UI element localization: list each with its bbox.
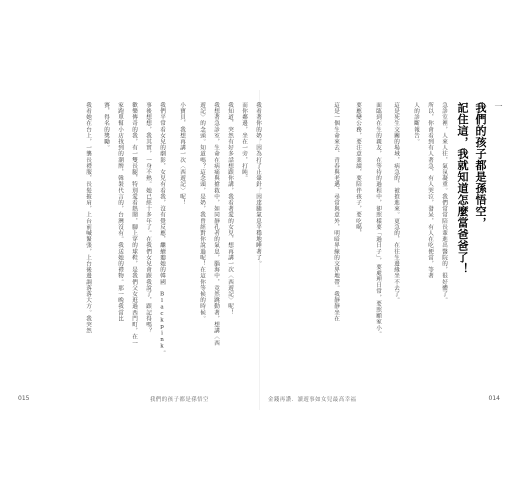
left-body-line-9: 歡樂傳奇的我，有一雙長腿，特別愛看熱鬧，腳上穿的球鞋，是我們父女逛過西門町，在一 (131, 102, 137, 346)
right-body-line-7: 這是一個生命來去、青春與老邁、尋常與意外，明暗界線的交界地帶。我靜靜坐在 (333, 102, 339, 322)
left-page (10, 92, 260, 412)
chapter-number: 一 (494, 102, 503, 111)
right-body-line-5: 面臨到在生的親友，在等待的過程中，卻照樣要「過日子」，要處理日常，要照顧家小。 (375, 102, 381, 338)
left-body-line-4: 我想著急診室，生命在病痛與搶救中，如同靜孔者的氣息，腦海中，竟然跳動著，想講〈西 (213, 102, 219, 346)
right-running-head: 金錢再讚．讀遊事如女兒最高幸福 (268, 397, 357, 403)
left-body-line-11: 賽，得名的獎勵。 (103, 102, 109, 151)
left-body-line-10: 家跑單幫小店找到的潮牌，韓裝代言的，台灣沒有。我送她的禮物。那一晚我當比 (117, 102, 123, 322)
chapter-heading-line-2: 記住這，我就知道怎麼當爸爸了！ (456, 102, 469, 275)
right-body-line-2: 所以，你會看到有人著急，有人哭泣，發呆，有人在吃便當，等著 (427, 102, 433, 279)
left-body-line-12: 我看她在台上，一襲長禮服，長髮披肩，上台前喊緊張，上台後邊調落落大方。我突然 (85, 102, 91, 334)
left-body-line-2: 而你鄰邊，坐在一旁，打盹。 (241, 102, 247, 182)
left-running-head: 我們的孩子都是孫悟空 (150, 397, 209, 403)
right-body-line-1: 急診室裡，人來人往，氣氛凝重。我們常常陪長輩進出醫院的，很好體了。 (441, 102, 447, 304)
left-body-line-7: 我們平常看女兒的劇影，女兒有看我，沒有覺反應，繼續聽她的韓國 Blackpink。 (159, 102, 165, 357)
chapter-heading-line-1: 我們的孩子都是孫悟空， (474, 102, 487, 229)
left-body-line-3: 我知道，突然有好多話想跟你講，我看著愛的女兒，想再講一次〈西遊記〉呢！ (227, 102, 233, 316)
right-body-line-6: 要應變公務，要注意業績，要陪伴孩子，要吃喝， (355, 102, 361, 237)
left-body-line-6: 小寶貝，我想再講一次〈西遊記〉呢！ (179, 102, 185, 206)
left-body-line-8: 事後想想，我其實，一身不熱。她已經十多年了。在我們女兒會跟我說了，跟記得嗎？ (145, 102, 151, 334)
left-body-line-1: 我看著你的奶，因為打了止暈針，因達騰氣息平穩地睡著了。 (255, 102, 261, 267)
right-folio: 014 (488, 395, 500, 402)
left-body-line-5: 遊記〉的念頭。知道嗎？這念頭，是奶，我曾經對你說過呢！在這你等候的時候。 (199, 102, 205, 322)
right-body-line-3: 人的診斷報告。 (413, 102, 419, 145)
left-folio: 015 (18, 395, 30, 402)
right-body-line-4: 這是死生交關的場域，病急的，被推進來。更急的，在往生邊緣坐不去了。 (393, 102, 399, 304)
right-page (260, 92, 510, 412)
